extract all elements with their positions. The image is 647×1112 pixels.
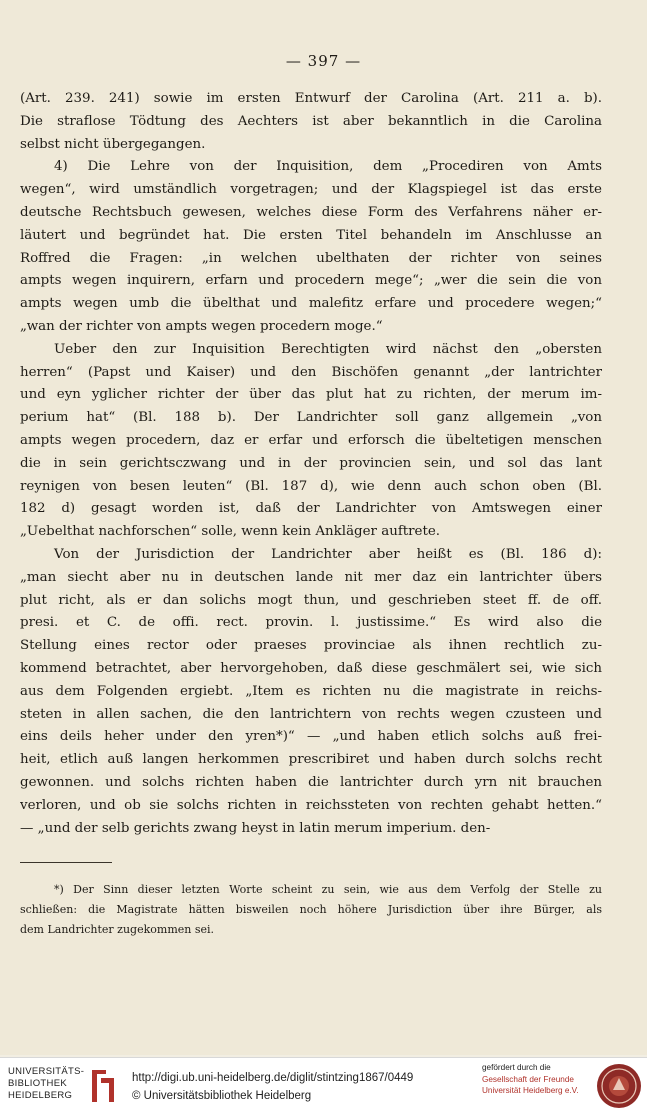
sponsor-note [482, 1062, 579, 1097]
library-name-line: HEIDELBERG [8, 1090, 73, 1101]
text-line: herren“ (Papst und Kaiser) und den Bischöfen genannt „der lantrichter [20, 364, 602, 380]
footnote-line: dem Landrichter zugekommen sei. [20, 923, 215, 936]
text-line: — „und der selb gerichts zwang heyst in latin merum imperium. den- [20, 820, 491, 836]
footnotes [20, 880, 602, 940]
copyright-notice: © Universitätsbibliothek Heidelberg [132, 1090, 312, 1102]
text-line: plut richt, als er dan solichs mogt thun, und geschrieben steet ff. de off. [20, 592, 602, 608]
text-line: presi. et C. de offi. rect. provin. l. justissime.“ Es wird also die [20, 615, 602, 631]
text-line: 4) Die Lehre von der Inquisition, dem „Procediren von Amts [54, 159, 602, 175]
text-line: reynigen von besen leuten“ (Bl. 187 d), wie denn auch schon oben (Bl. [20, 478, 602, 494]
footnote-line: schließen: die Magistrate hätten bisweilen noch höhere Jurisdiction über ihre Bürger, als [20, 903, 602, 916]
text-line: steten in allen sachen, die den lantrichtern von rechts wegen czusteen und [20, 706, 602, 722]
text-line: 182 d) gesagt worden ist, daß der Landrichter von Amtswegen einer [20, 501, 602, 517]
text-line: „Uebelthat nachforschen“ solle, wenn kein Ankläger auftrete. [20, 524, 441, 540]
sponsor-line: gefördert durch die [482, 1063, 551, 1072]
page-number: — 397 — [285, 52, 362, 70]
text-line: ampts wegen umb die übelthat und malefitz erfare und procedere wegen;“ [20, 296, 602, 312]
text-line: Ueber den zur Inquisition Berechtigten wird nächst den „obersten [54, 341, 602, 357]
text-line: „man siecht aber nu in deutschen lande nit mer daz ein lantrichter übers [20, 569, 602, 585]
text-line: und eyn yglicher richter der über das plut hat zu richten, der merum im- [20, 387, 602, 403]
text-line: ampts wegen inquirern, erfarn und procedern mege“; „wer die sein die von [20, 273, 602, 289]
sponsor-line: Gesellschaft der Freunde [482, 1074, 574, 1084]
text-line: ampts wegen procedern, daz er erfar und erforsch die übeltetigen menschen [20, 432, 602, 448]
text-line: Roffred die Fragen: „in welchen ubelthaten der richter von seines [20, 250, 602, 266]
text-line: selbst nicht übergegangen. [20, 136, 206, 152]
footer-bar [0, 1057, 647, 1112]
text-line: kommend betrachtet, aber hervorgehoben, daß diese geschmälert sei, wie sich [20, 660, 602, 676]
text-line: läutert und begründet hat. Die ersten Titel behandeln im Anschlusse an [20, 227, 602, 243]
library-name-line: BIBLIOTHEK [8, 1078, 67, 1089]
permalink-url[interactable]: http://digi.ub.uni-heidelberg.de/diglit/stintzing1867/0449 [132, 1072, 414, 1084]
text-line: perium hat“ (Bl. 188 b). Der Landrichter soll ganz allgemein „von [20, 410, 602, 426]
text-line: (Art. 239. 241) sowie im ersten Entwurf der Carolina (Art. 211 a. b). [20, 91, 602, 106]
text-line: heit, etlich auß langen herkommen prescribiret und haben durch solchs recht [20, 752, 602, 768]
text-line: die in sein gerichtsczwang und in der provincien sein, und sol das lant [20, 455, 602, 471]
library-name-line: UNIVERSITÄTS- [8, 1066, 85, 1077]
text-line: verloren, und ob sie solchs richten in reichssteten von rechten gehabt hetten.“ [20, 797, 602, 813]
text-line: aus dem Folgenden ergiebt. „Item es richten nu die magistrate in reichs- [20, 683, 602, 699]
footnote-divider [20, 862, 112, 863]
text-line: Von der Jurisdiction der Landrichter aber heißt es (Bl. 186 d): [54, 546, 602, 562]
university-seal-icon [596, 1063, 642, 1109]
text-line: Stellung eines rector oder praeses provinciae als ihnen rechtlich zu- [20, 638, 602, 654]
footnote-line: *) Der Sinn dieser letzten Worte scheint zu sein, wie aus dem Verfolg der Stelle zu [54, 883, 602, 896]
text-line: wegen“, wird umständlich vorgetragen; und der Klagspiegel ist das erste [20, 182, 602, 198]
text-line: deutsche Rechtsbuch gewesen, welches diese Form des Verfahrens näher er- [20, 204, 602, 220]
sponsor-line: Universität Heidelberg e.V. [482, 1086, 579, 1095]
library-name [8, 1066, 84, 1102]
text-line: „wan der richter von ampts wegen procedern moge.“ [20, 318, 383, 334]
library-logo-icon [88, 1066, 118, 1106]
body-text [20, 88, 602, 840]
text-line: eins deils heher under den yren*)“ — „und haben etlich solchs auß frei- [20, 729, 602, 745]
text-line: Die straflose Tödtung des Aechters ist aber bekanntlich in die Carolina [20, 113, 602, 129]
text-line: gewonnen. und solchs richten haben die lantrichter durch yrn nit brauchen [20, 774, 602, 790]
